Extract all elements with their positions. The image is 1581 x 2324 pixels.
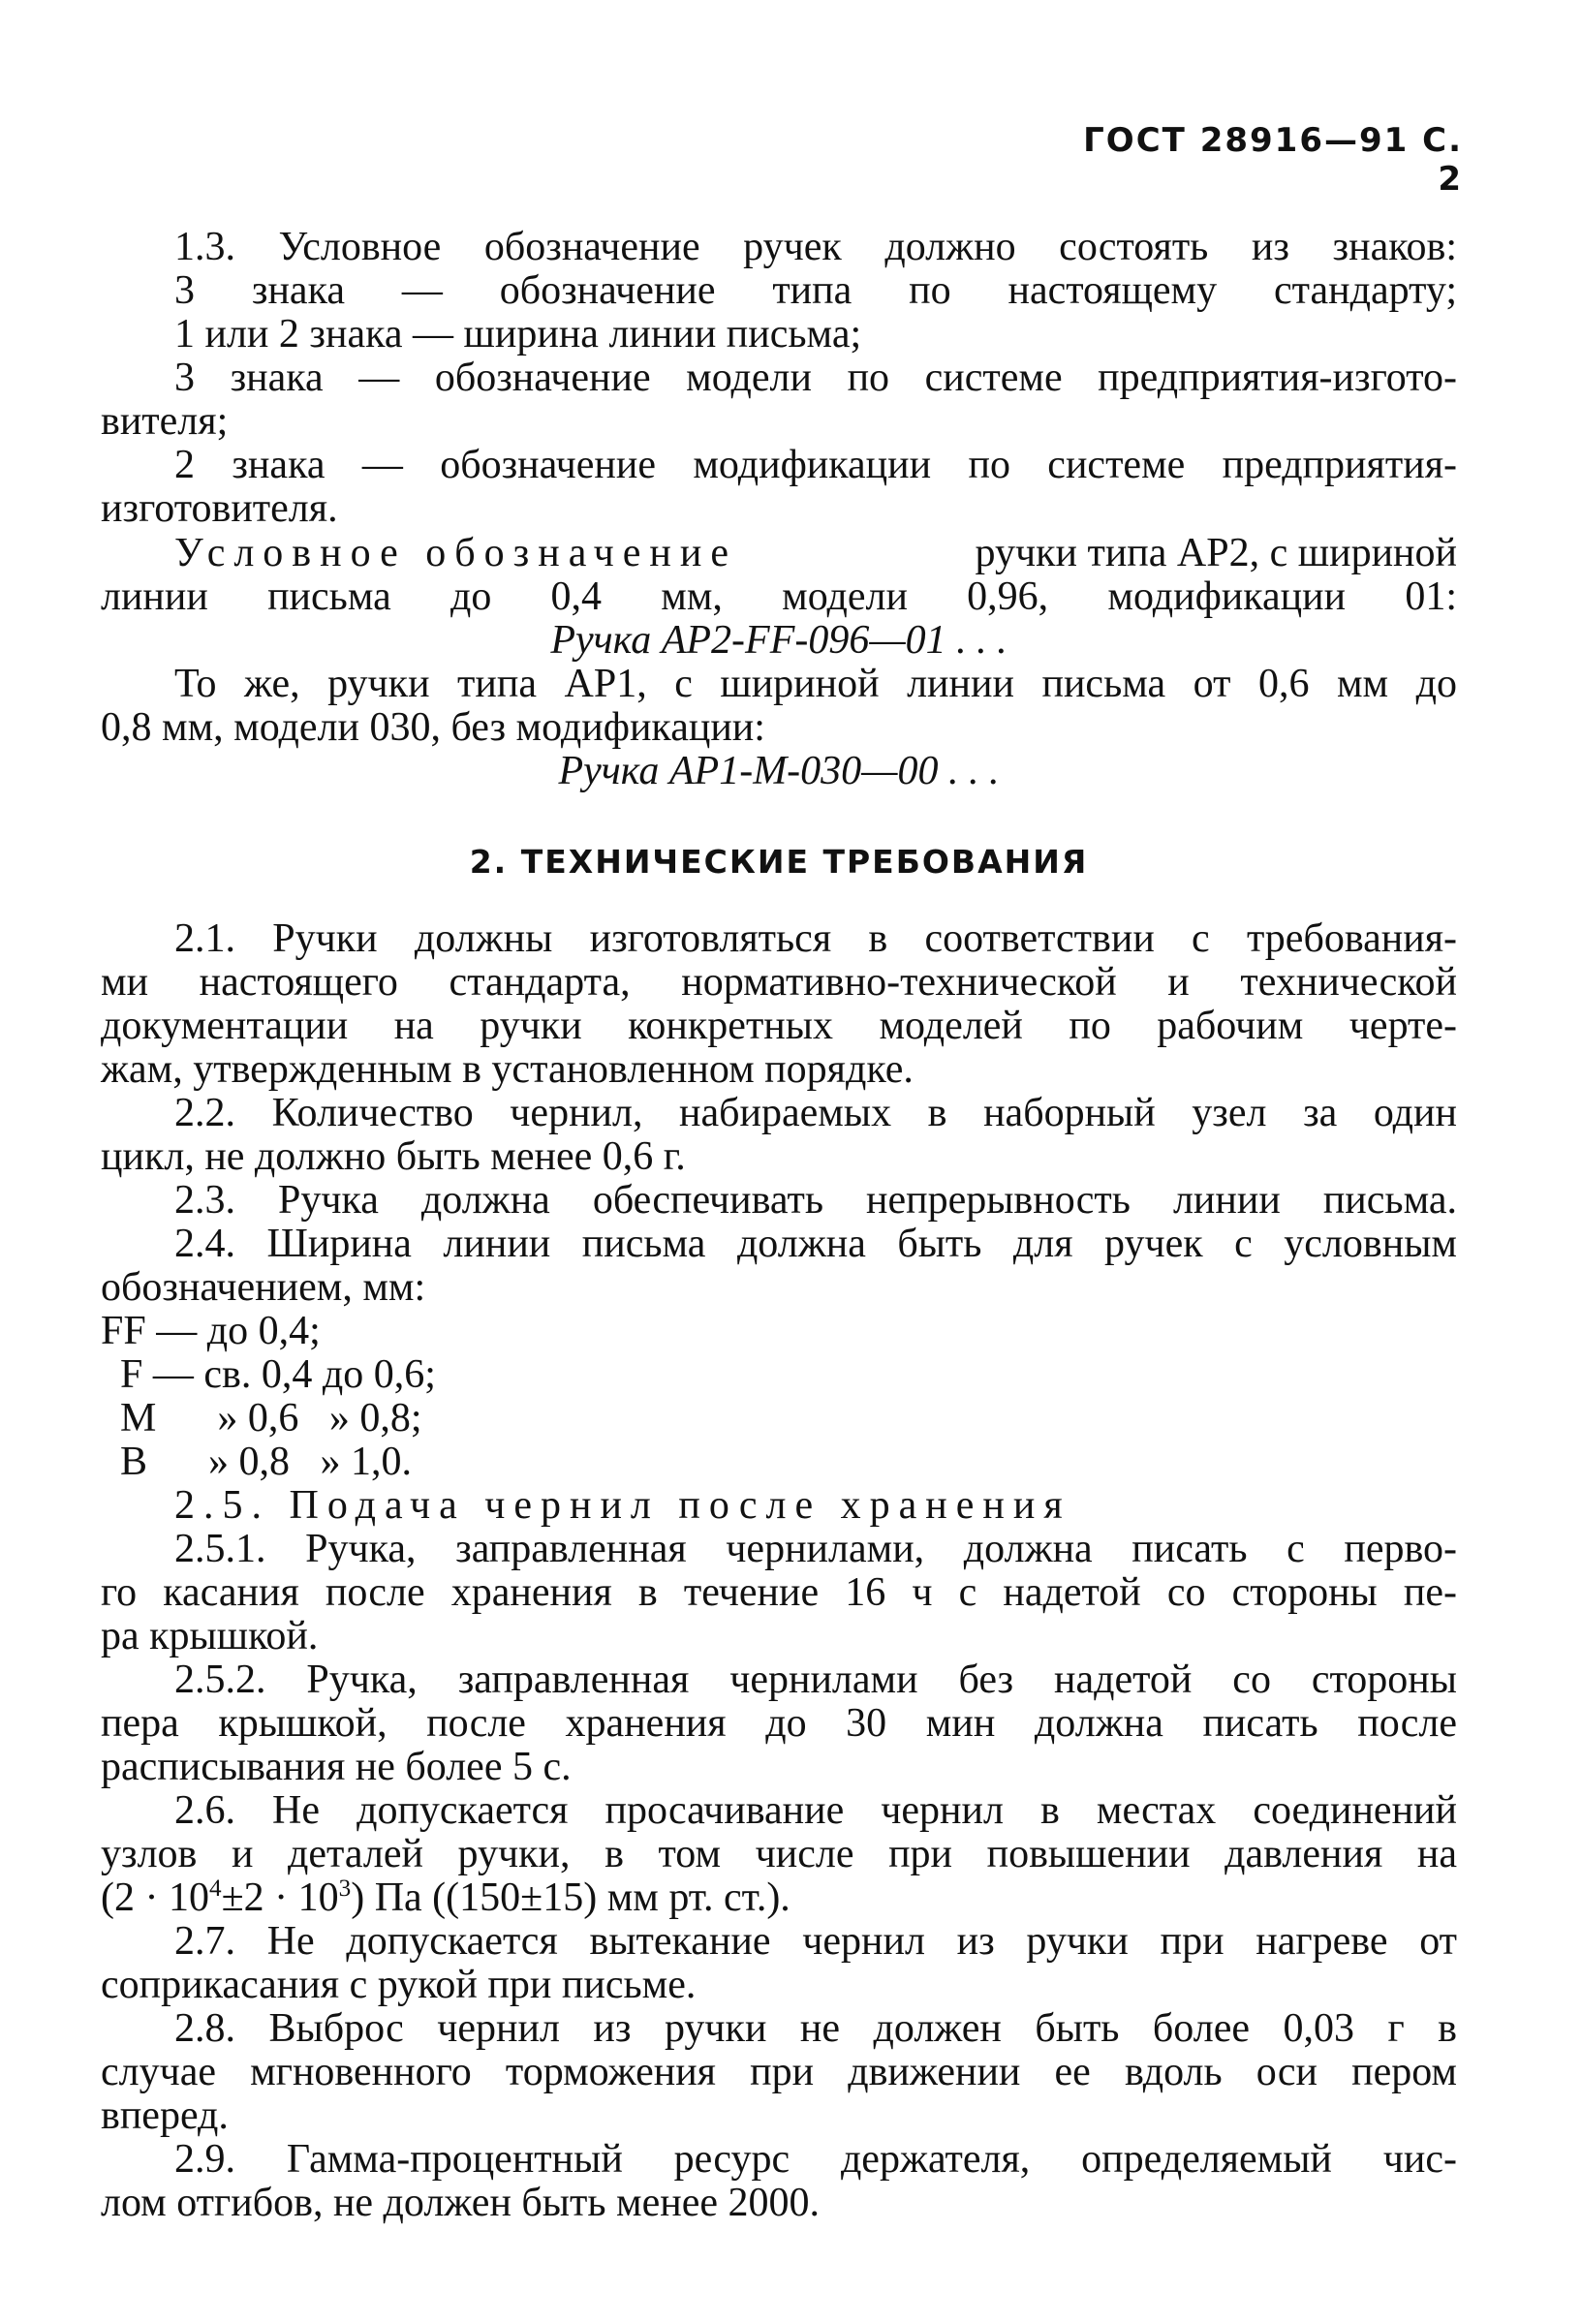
example-rest: ручки типа АР2, с шириной [975, 531, 1457, 575]
text-line: 2.6. Не допускается просачивание чернил в местах соединений [174, 1788, 1457, 1833]
text-line: соприкасания с рукой при письме. [101, 1963, 697, 2007]
text-line: 3 знака — обозначение модели по системе предприятия-изгото- [174, 356, 1457, 400]
text-line: 2.8. Выброс чернил из ручки не должен быть более 0,03 г в [174, 2006, 1457, 2051]
text-line: ра крышкой. [101, 1614, 319, 1658]
text-line: 2 знака — обозначение модификации по системе предприятия- [174, 443, 1457, 487]
subsection-title: 2.5. Подача чернил после хранения [174, 1483, 1071, 1528]
formula-part: (2 · 10 [101, 1875, 209, 1920]
text-line: расписывания не более 5 с. [101, 1745, 572, 1789]
text-line: 3 знака — обозначение типа по настоящему стандарту; [174, 268, 1457, 313]
designation-example: Ручка АР2-FF-096—01 . . . [550, 618, 1008, 663]
text-line: 1.3. Условное обозначение ручек должно состоять из знаков: [174, 225, 1457, 269]
page-header: ГОСТ 28916—91 С. 2 [1083, 121, 1463, 199]
formula-line [101, 1875, 1457, 1920]
text-line: обозначением, мм: [101, 1265, 426, 1310]
text-line: жам, утвержденным в установленном порядке. [101, 1047, 914, 1092]
text-line: го касания после хранения в течение 16 ч с надетой со стороны пе- [101, 1570, 1457, 1615]
width-item: M » 0,6 » 0,8; [120, 1396, 422, 1441]
text-line: документации на ручки конкретных моделей по рабочим черте- [101, 1004, 1457, 1048]
text-line: 2.5.1. Ручка, заправленная чернилами, должна писать с перво- [174, 1527, 1457, 1571]
width-item: FF — до 0,4; [101, 1309, 321, 1353]
designation-example: Ручка АР1-М-030—00 . . . [558, 749, 1000, 793]
text-line: 2.4. Ширина линии письма должна быть для ручек с условным [174, 1222, 1457, 1266]
text-line: 2.2. Количество чернил, набираемых в наборный узел за один [174, 1091, 1457, 1135]
exponent: 3 [338, 1875, 352, 1902]
text-line: 2.5.2. Ручка, заправленная чернилами без надетой со стороны [174, 1658, 1457, 1702]
example-line [174, 531, 1457, 575]
text-line: 2.3. Ручка должна обеспечивать непрерывность линии письма. [174, 1178, 1457, 1223]
width-item: B » 0,8 » 1,0. [120, 1440, 413, 1484]
formula-part: ±2 · 10 [221, 1875, 339, 1920]
text-line: То же, ручки типа АР1, с шириной линии письма от 0,6 мм до [174, 662, 1457, 706]
text-line: узлов и деталей ручки, в том числе при повышении давления на [101, 1832, 1457, 1876]
text-line: линии письма до 0,4 мм, модели 0,96, модификации 01: [101, 574, 1457, 619]
text-line: 2.9. Гамма-процентный ресурс держателя, определяемый чис- [174, 2137, 1457, 2182]
text-line: вителя; [101, 399, 229, 444]
section-title: 2. ТЕХНИЧЕСКИЕ ТРЕБОВАНИЯ [469, 843, 1089, 881]
text-line: цикл, не должно быть менее 0,6 г. [101, 1134, 686, 1179]
text-line: 2.7. Не допускается вытекание чернил из ручки при нагреве от [174, 1919, 1457, 1964]
spaced-term: Условное обозначение [174, 531, 738, 575]
text-line: лом отгибов, не должен быть менее 2000. [101, 2181, 820, 2225]
text-line: 0,8 мм, модели 030, без модификации: [101, 705, 765, 750]
text-line: вперед. [101, 2093, 229, 2138]
exponent: 4 [208, 1875, 222, 1902]
text-line: 1 или 2 знака — ширина линии письма; [174, 312, 862, 356]
formula-part: ) Па ((150±15) мм рт. ст.). [351, 1875, 790, 1920]
text-line: изготовителя. [101, 486, 338, 531]
width-item: F — св. 0,4 до 0,6; [120, 1352, 436, 1397]
text-line: пера крышкой, после хранения до 30 мин должна писать после [101, 1701, 1457, 1746]
text-line: случае мгновенного торможения при движении ее вдоль оси пером [101, 2050, 1457, 2094]
text-line: ми настоящего стандарта, нормативно-технической и технической [101, 960, 1457, 1005]
text-line: 2.1. Ручки должны изготовляться в соответствии с требования- [174, 916, 1457, 961]
